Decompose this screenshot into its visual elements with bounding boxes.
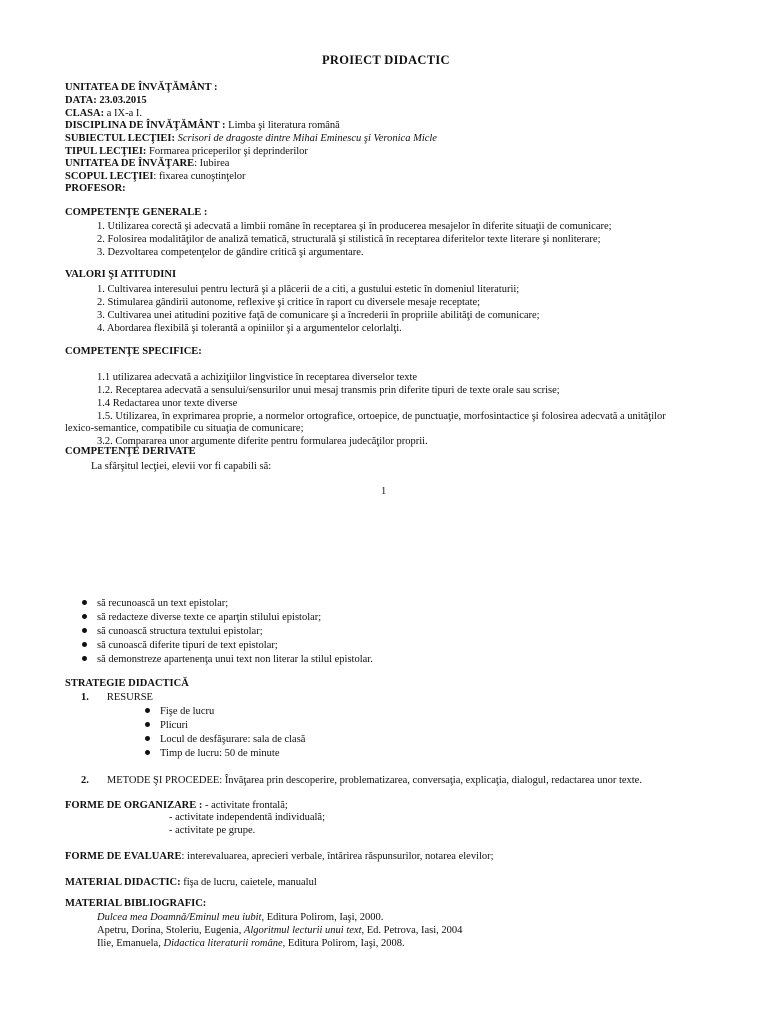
valoare-2: 2. Stimularea gândirii autonome, reflexive şi critice în raport cu diversele mesaje receptate;	[97, 297, 481, 308]
list-item: Plicuri	[145, 719, 188, 732]
resurse-heading: 1. RESURSE	[81, 692, 153, 703]
header-disciplina: DISCIPLINA DE ÎNVĂŢĂMÂNT : Limba şi literatura română	[65, 120, 340, 131]
list-item: să cunoască structura textului epistolar;	[82, 625, 263, 638]
competenta-generala-1: 1. Utilizarea corectă şi adecvată a limbii române în receptarea şi în producerea mesajelor în diferite situaţii de comunicare;	[97, 221, 612, 232]
list-item: să cunoască diferite tipuri de text epistolar;	[82, 639, 278, 652]
bullet-icon	[145, 750, 150, 755]
bullet-icon	[82, 628, 87, 633]
header-scop: SCOPUL LECŢIEI: fixarea cunoştinţelor	[65, 171, 246, 182]
metode-line: 2. METODE ŞI PROCEDEE: Învăţarea prin descoperire, problematizarea, conversaţia, explicaţia, dialogul, redactarea unor texte.	[81, 775, 642, 786]
competenta-specifica-2: 1.2. Receptarea adecvată a sensului/sensurilor unui mesaj transmis prin diferite tipuri de texte orale sau scrise;	[97, 385, 560, 396]
list-item: Fişe de lucru	[145, 705, 214, 718]
bullet-icon	[82, 600, 87, 605]
strategie-heading: STRATEGIE DIDACTICĂ	[65, 678, 189, 689]
competente-derivate-heading: COMPETENŢE DERIVATE	[65, 446, 196, 457]
page-title: PROIECT DIDACTIC	[322, 53, 450, 67]
header-profesor: PROFESOR:	[65, 183, 126, 194]
bibliografie-ref-2: Apetru, Dorina, Stoleriu, Eugenia, Algoritmul lecturii unui text, Ed. Petrova, Iasi, 2004	[97, 925, 463, 936]
header-clasa: CLASA: a IX-a I.	[65, 108, 142, 119]
bibliografie-heading: MATERIAL BIBLIOGRAFIC:	[65, 898, 207, 909]
forme-organizare-item-2: - activitate independentă individuală;	[169, 812, 325, 823]
header-unitate-invatare: UNITATEA DE ÎNVĂŢARE: Iubirea	[65, 158, 230, 169]
valoare-1: 1. Cultivarea interesului pentru lectură şi a plăcerii de a citi, a gustului estetic în domeniul literaturii;	[97, 284, 520, 295]
competenta-generala-3: 3. Dezvoltarea competenţelor de gândire critică şi argumentare.	[97, 247, 364, 258]
list-item: Locul de desfăşurare: sala de clasă	[145, 733, 305, 746]
bibliografie-ref-1: Dulcea mea Doamnă/Eminul meu iubit, Editura Polirom, Iaşi, 2000.	[97, 912, 384, 923]
competenta-specifica-1: 1.1 utilizarea adecvată a achiziţiilor lingvistice în receptarea diverselor texte	[97, 372, 418, 383]
competente-specifice-heading: COMPETENŢE SPECIFICE:	[65, 346, 202, 357]
header-data: DATA: 23.03.2015	[65, 95, 147, 106]
valoare-4: 4. Abordarea flexibilă şi tolerantă a opiniilor şi a argumentelor celorlalţi.	[97, 323, 402, 334]
competenta-specifica-3: 1.4 Redactarea unor texte diverse	[97, 398, 238, 409]
forme-organizare-line: FORME DE ORGANIZARE : - activitate frontală;	[65, 800, 288, 811]
bullet-icon	[82, 656, 87, 661]
competenta-specifica-4-cont: lexico-semantice, compatibile cu situaţia de comunicare;	[65, 423, 304, 434]
bullet-icon	[82, 614, 87, 619]
header-tip: TIPUL LECŢIEI: Formarea priceperilor şi deprinderilor	[65, 146, 308, 157]
bullet-icon	[145, 708, 150, 713]
valoare-3: 3. Cultivarea unei atitudini pozitive faţă de comunicare şi a încrederii în propriile abilităţi de comunicare;	[97, 310, 540, 321]
material-didactic-line: MATERIAL DIDACTIC: fişa de lucru, caietele, manualul	[65, 877, 317, 888]
bullet-icon	[145, 722, 150, 727]
competenta-generala-2: 2. Folosirea modalităţilor de analiză tematică, structurală şi stilistică în receptarea diferitelor texte literare şi nonliterare;	[97, 234, 601, 245]
list-item: să recunoască un text epistolar;	[82, 597, 228, 610]
bibliografie-ref-3: Ilie, Emanuela, Didactica literaturii române, Editura Polirom, Iaşi, 2008.	[97, 938, 405, 949]
competente-derivate-intro: La sfârşitul lecţiei, elevii vor fi capabili să:	[91, 461, 272, 472]
page-number: 1	[381, 486, 387, 497]
bullet-icon	[145, 736, 150, 741]
list-item: să redacteze diverse texte ce aparţin stilului epistolar;	[82, 611, 321, 624]
valori-heading: VALORI ŞI ATITUDINI	[65, 269, 177, 280]
bullet-icon	[82, 642, 87, 647]
list-item: Timp de lucru: 50 de minute	[145, 747, 279, 760]
header-subiect: SUBIECTUL LECŢIEI: Scrisori de dragoste dintre Mihai Eminescu şi Veronica Micle	[65, 133, 437, 144]
list-item: să demonstreze apartenenţa unui text non literar la stilul epistolar.	[82, 653, 373, 666]
forme-organizare-item-3: - activitate pe grupe.	[169, 825, 256, 836]
header-unitate: UNITATEA DE ÎNVĂŢĂMÂNT :	[65, 82, 218, 93]
competenta-specifica-5: 3.2. Compararea unor argumente diferite pentru formularea judecăţilor proprii.	[97, 436, 428, 447]
forme-evaluare-line: FORME DE EVALUARE: interevaluarea, aprecieri verbale, întărirea răspunsurilor, notarea elevilor;	[65, 851, 494, 862]
competente-generale-heading: COMPETENŢE GENERALE :	[65, 207, 208, 218]
competenta-specifica-4: 1.5. Utilizarea, în exprimarea proprie, a normelor ortografice, ortoepice, de punctuaţie, morfosintactice şi folosirea adecvată a unităţilor	[97, 411, 666, 422]
